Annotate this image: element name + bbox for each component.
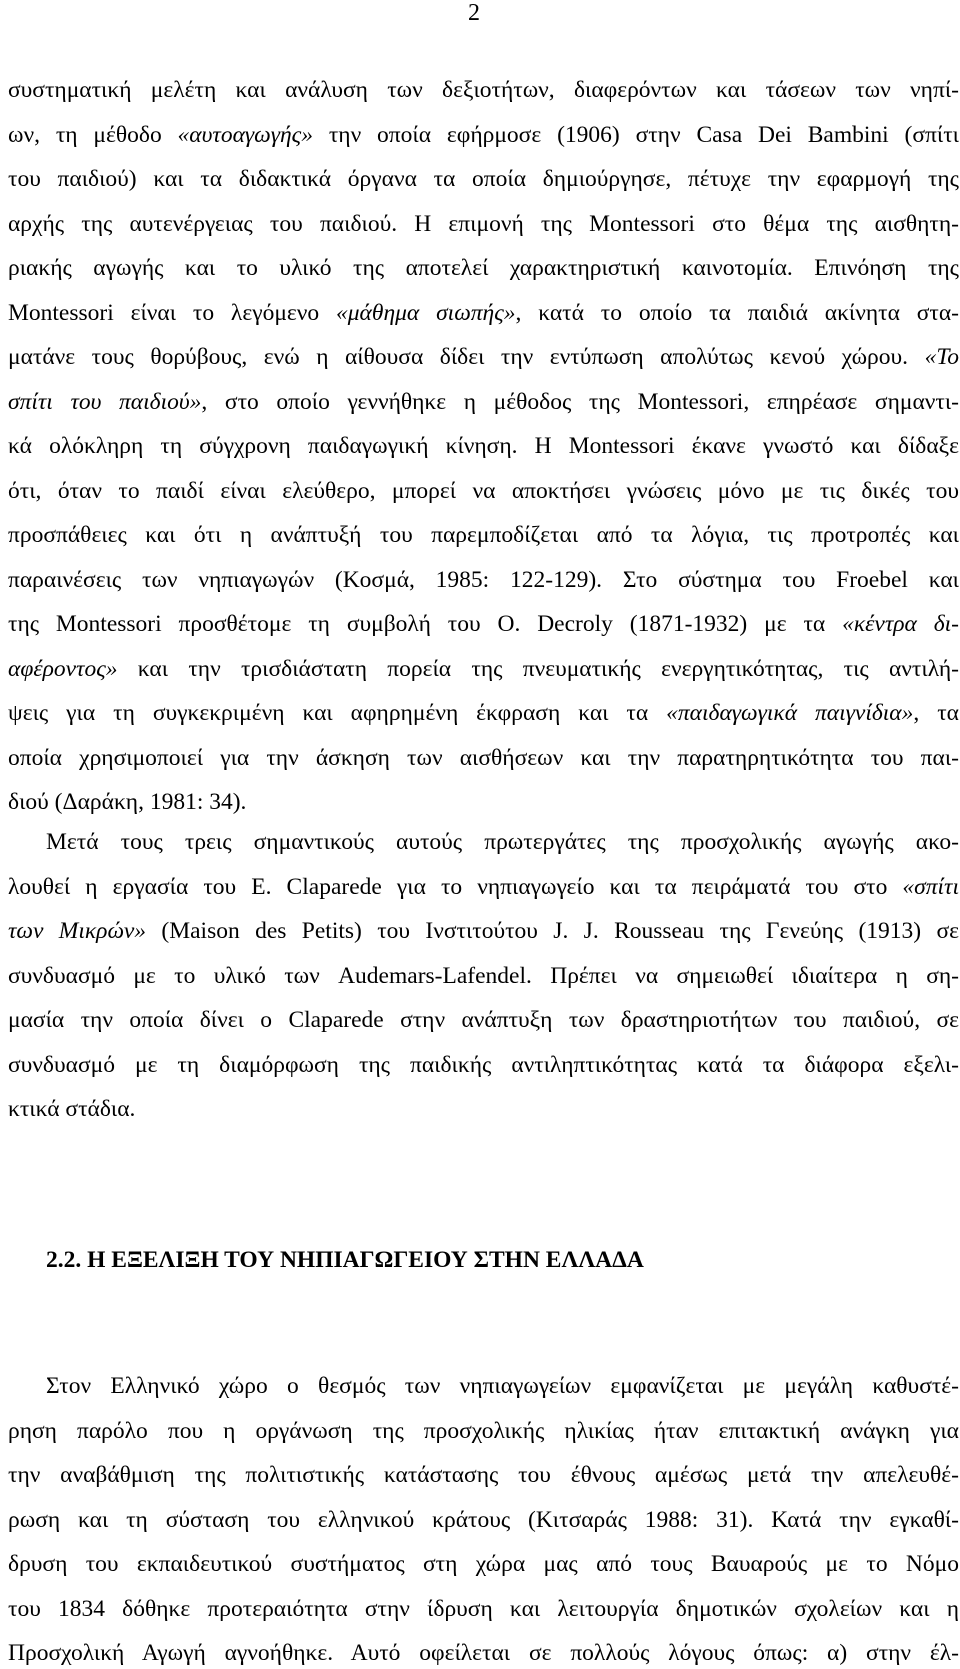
text-run: (Maison des Petits) του Ινστιτούτου J. J. Rousseau της Γενεύης (1913) σε — [146, 918, 959, 944]
text-line — [8, 386, 959, 418]
italic-text: σπίτι του παιδιού» — [8, 388, 202, 415]
italic-text: «κέντρα δι- — [842, 611, 959, 637]
text-line — [8, 519, 959, 551]
text-run: Montessori είναι το λεγόμενο — [8, 299, 337, 326]
text-run: την οποία εφήρμοσε (1906) στην Casa Dei Bambini (σπίτι — [312, 121, 959, 148]
text-line — [8, 608, 959, 640]
text-line — [8, 871, 959, 903]
text-run: λουθεί η εργασία του E. Claparede για το νηπιαγωγείο και τα πειράματά του στο — [8, 873, 903, 900]
text-run: κτικά στάδια. — [8, 1096, 136, 1122]
text-line — [8, 163, 959, 195]
text-run: συνδυασμό με τη διαμόρφωση της παιδικής αντιληπτικότητας κατά τα διάφορα εξελι- — [8, 1051, 959, 1078]
text-run: συστηματική μελέτη και ανάλυση των δεξιοτήτων, διαφερόντων και τάσεων των νηπί- — [8, 77, 959, 103]
text-run: και την τρισδιάστατη πορεία της πνευματικής ενεργητικότητας, τις αντιλή- — [117, 655, 959, 682]
text-run: του 1834 δόθηκε προτεραιότητα στην ίδρυση και λειτουργία δημοτικών σχολείων και η — [8, 1595, 959, 1622]
text-line — [8, 1548, 959, 1580]
text-line — [8, 653, 959, 685]
text-run: διού (Δαράκη, 1981: 34). — [8, 789, 247, 815]
italic-text: των Μικρών» — [8, 918, 147, 944]
text-run: οποία χρησιμοποιεί για την άσκηση των αισθήσεων και την παρατηρητικότητα του παι- — [8, 744, 959, 771]
italic-text: «Το — [924, 344, 959, 370]
text-run: ψεις για τη συγκεκριμένη και αφηρημένη έκφραση και τα — [8, 700, 667, 726]
text-line — [8, 1459, 959, 1491]
text-line — [8, 1093, 959, 1125]
text-run: Προσχολική Αγωγή αγνοήθηκε. Αυτό οφείλεται σε πολλούς λόγους όπως: α) στην έλ- — [8, 1640, 959, 1666]
italic-text: «αυτοαγωγής» — [177, 121, 313, 148]
text-run: της Montessori προσθέτομε τη συμβολή του O. Decroly (1871-1932) με τα — [8, 611, 843, 637]
text-line — [8, 1049, 959, 1081]
text-run: ρηση παρόλο που η οργάνωση της προσχολικής ηλικίας ήταν επιτακτική ανάγκη για — [8, 1417, 959, 1444]
text-run: αρχής της αυτενέργειας του παιδιού. Η επιμονή της Montessori στο θέμα της αισθητη- — [8, 210, 959, 237]
text-line — [46, 826, 959, 858]
text-line — [8, 1593, 959, 1625]
text-run: ριακής αγωγής και το υλικό της αποτελεί χαρακτηριστική καινοτομία. Επινόηση της — [8, 255, 959, 281]
text-line — [8, 742, 959, 774]
text-line — [8, 208, 959, 240]
text-line — [8, 341, 959, 373]
text-run: ότι, όταν το παιδί είναι ελεύθερο, μπορεί να αποκτήσει γνώσεις μόνο με τις δικές του — [8, 477, 959, 504]
page-number: 2 — [468, 0, 480, 26]
text-run: ων, τη μέθοδο — [8, 121, 178, 148]
text-line — [8, 786, 959, 818]
text-line — [8, 430, 959, 462]
text-run: , κατά το οποίο τα παιδιά ακίνητα στα- — [515, 299, 959, 326]
text-line — [8, 1637, 959, 1669]
text-line — [8, 297, 959, 329]
text-line — [8, 1504, 959, 1536]
text-run: προσπάθειες και ότι η ανάπτυξή του παρεμποδίζεται από τα λόγια, τις προτροπές και — [8, 522, 959, 548]
text-run: Στον Ελληνικό χώρο ο θεσμός των νηπιαγωγείων εμφανίζεται με μεγάλη καθυστέ- — [46, 1373, 959, 1399]
text-line — [8, 564, 959, 596]
text-run: κά ολόκληρη τη σύγχρονη παιδαγωγική κίνηση. Η Montessori έκανε γνωστό και δίδαξε — [8, 433, 959, 459]
text-line — [8, 74, 959, 106]
section-heading: 2.2. Η ΕΞΕΛΙΞΗ ΤΟΥ ΝΗΠΙΑΓΩΓΕΙΟΥ ΣΤΗΝ ΕΛΛΑΔΑ — [46, 1247, 644, 1273]
italic-text: «μάθημα σιωπής» — [336, 299, 516, 326]
text-run: , τα — [913, 700, 959, 726]
text-run: Μετά τους τρεις σημαντικούς αυτούς πρωτεργάτες της προσχολικής αγωγής ακο- — [46, 829, 959, 855]
text-line — [46, 1370, 959, 1402]
text-line — [8, 475, 959, 507]
text-run: μασία την οποία δίνει ο Claparede στην ανάπτυξη των δραστηριοτήτων του παιδιού, σε — [8, 1007, 959, 1033]
text-run: την αναβάθμιση της πολιτιστικής κατάστασης του έθνους αμέσως μετά την απελευθέ- — [8, 1462, 959, 1488]
text-run: ματάνε τους θορύβους, ενώ η αίθουσα δίδει την εντύπωση απολύτως κενού χώρου. — [8, 344, 925, 370]
italic-text: «παιδαγωγικά παιγνίδια» — [666, 700, 914, 726]
text-line — [8, 915, 959, 947]
text-line — [8, 252, 959, 284]
text-run: παραινέσεις των νηπιαγωγών (Κοσμά, 1985: 122-129). Στο σύστημα του Froebel και — [8, 566, 959, 593]
text-line — [8, 119, 959, 151]
italic-text: «σπίτι — [902, 873, 959, 900]
text-line — [8, 1004, 959, 1036]
text-run: , στο οποίο γεννήθηκε η μέθοδος της Montessori, επηρέασε σημαντι- — [201, 388, 960, 415]
text-run: συνδυασμό με το υλικό των Audemars-Lafendel. Πρέπει να σημειωθεί ιδιαίτερα η ση- — [8, 962, 959, 989]
text-run: δρυση του εκπαιδευτικού συστήματος στη χώρα μας από τους Βαυαρούς με το Νόμο — [8, 1551, 959, 1577]
italic-text: αφέροντος» — [8, 655, 118, 682]
text-line — [8, 697, 959, 729]
text-run: του παιδιού) και τα διδακτικά όργανα τα οποία δημιούργησε, πέτυχε την εφαρμογή της — [8, 166, 959, 192]
text-run: ρωση και τη σύσταση του ελληνικού κράτους (Κιτσαράς 1988: 31). Κατά την εγκαθί- — [8, 1506, 959, 1533]
text-line — [8, 1415, 959, 1447]
text-line — [8, 960, 959, 992]
